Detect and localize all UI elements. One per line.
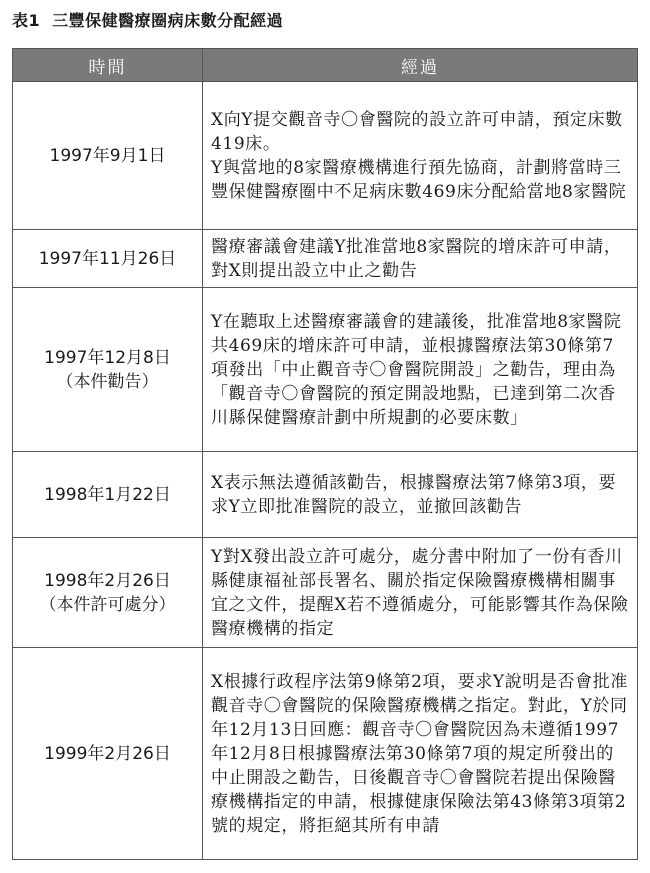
date-cell (13, 538, 203, 648)
date-cell (13, 648, 203, 860)
date-text: 1997年12月8日 (44, 347, 171, 368)
table-row (13, 230, 638, 288)
header-process: 經過 (203, 49, 638, 82)
date-text: 1999年2月26日 (44, 743, 171, 764)
table-title: 三豐保健醫療圈病床數分配經過 (52, 11, 284, 30)
description-cell (203, 452, 638, 538)
description-paragraph: Y在聽取上述醫療審議會的建議後，批准當地8家醫院共469床的增床許可申請，並根據醫療法第30條第7項發出「中止觀音寺〇會醫院開設」之勸告，理由為「觀音寺〇會醫院的預定開設地點，已達到第二次香川縣保健醫療計劃中所規劃的必要床數」 (211, 311, 622, 428)
description-paragraph: 醫療審議會建議Y批准當地8家醫院的增床許可申請，對X則提出設立中止之勸告 (211, 236, 622, 281)
description-paragraph: X根據行政程序法第9條第2項，要求Y說明是否會批准觀音寺〇會醫院的保險醫療機構之指定。對此，Y於同年12月13日回應：觀音寺〇會醫院因為未遵循1997年12月8日根據醫療法第30條第7項的規定所發出的中止開設之勸告，日後觀音寺〇會醫院若提出保險醫療機構指定的申請，根據健康保險法第43條第3項第2號的規定，將拒絕其所有申請 (211, 671, 628, 836)
date-note: （本件許可處分） (39, 594, 176, 615)
header-time: 時間 (13, 49, 203, 82)
date-cell (13, 288, 203, 452)
description-cell (203, 288, 638, 452)
history-table (12, 48, 638, 860)
date-note: （本件勸告） (56, 371, 159, 392)
table-row (13, 538, 638, 648)
table-row (13, 288, 638, 452)
table-row (13, 82, 638, 230)
table-number: 表1 (12, 11, 41, 30)
table-row (13, 452, 638, 538)
description-paragraph: Y對X發出設立許可處分，處分書中附加了一份有香川縣健康福祉部長署名、關於指定保險醫療機構相關事宜之文件，提醒X若不遵循處分，可能影響其作為保險醫療機構的指定 (211, 546, 629, 639)
description-cell (203, 648, 638, 860)
description-cell (203, 82, 638, 230)
date-text: 1998年1月22日 (44, 484, 171, 505)
date-cell (13, 82, 203, 230)
description-cell (203, 230, 638, 288)
date-text: 1997年9月1日 (49, 145, 166, 166)
table-row (13, 648, 638, 860)
header-row (13, 49, 638, 82)
description-paragraph: X表示無法遵循該勸告，根據醫療法第7條第3項，要求Y立即批准醫院的設立，並撤回該勸告 (211, 472, 617, 517)
date-cell (13, 452, 203, 538)
table-caption (12, 8, 283, 31)
description-cell (203, 538, 638, 648)
date-text: 1998年2月26日 (44, 570, 171, 591)
date-cell (13, 230, 203, 288)
description-paragraph: X向Y提交觀音寺〇會醫院的設立許可申請，預定床數419床。 (211, 109, 623, 154)
date-text: 1997年11月26日 (38, 248, 177, 269)
description-paragraph: Y與當地的8家醫療機構進行預先協商，計劃將當時三豐保健醫療圈中不足病床數469床分配給當地8家醫院 (211, 157, 627, 202)
